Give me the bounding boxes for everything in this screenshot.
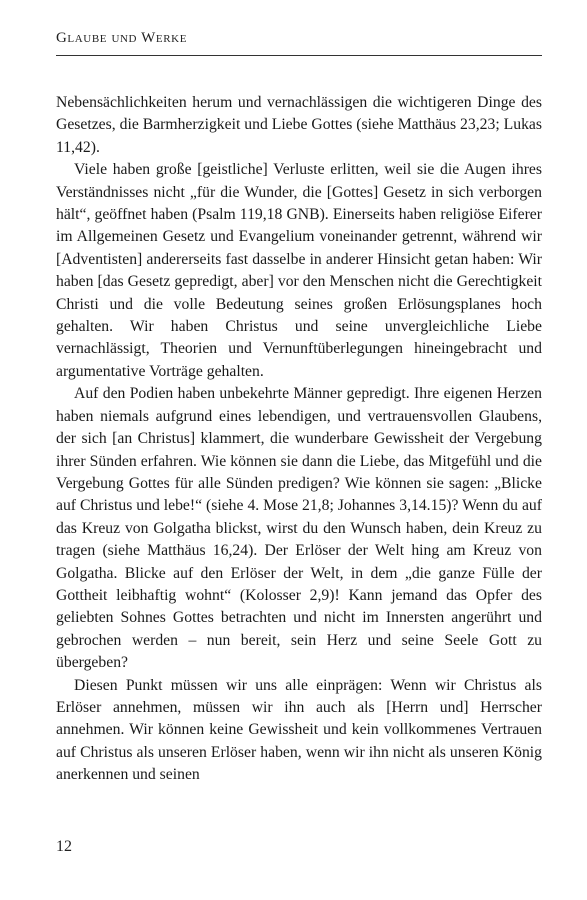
running-head: Glaube und Werke (56, 30, 188, 46)
body-text (56, 92, 542, 787)
paragraph-3: Auf den Podien haben unbekehrte Männer gepredigt. Ihre eigenen Herzen haben niemals aufgrund eines lebendigen, und vertrauensvollen Glaubens, der sich [an Christus] klammert, die wunderbare Gewissheit der Vergebung ihrer Sünden erfahren. Wie können sie dann die Liebe, das Mitgefühl und die Vergebung Gottes für alle Sünden predigen? Wie können sie sagen: „Blicke auf Christus und lebe!“ (siehe 4. Mose 21,8; Johannes 3,14.15)? Wenn du auf das Kreuz von Golgatha blickst, wirst du den Wunsch haben, dein Kreuz zu tragen (siehe Matthäus 16,24). Der Erlöser der Welt hing am Kreuz von Golgatha. Blicke auf den Erlöser der Welt, in dem „die ganze Fülle der Gottheit leibhaftig wohnt“ (Kolosser 2,9)! Kann jemand das Opfer des geliebten Sohnes Gottes betrachten und nicht im Innersten angerührt und gebrochen werden – nun bereit, sein Herz und seine Seele Gott zu übergeben? (56, 385, 542, 672)
header-rule (56, 55, 542, 56)
page-number: 12 (56, 838, 72, 855)
paragraph-1: Nebensächlichkeiten herum und vernachlässigen die wichtigeren Dinge des Gesetzes, die Barmherzigkeit und Liebe Gottes (siehe Matthäus 23,23; Lukas 11,42). (56, 94, 542, 156)
paragraph-4: Diesen Punkt müssen wir uns alle einprägen: Wenn wir Christus als Erlöser annehmen, müssen wir ihn auch als [Herrn und] Herrscher annehmen. Wir können keine Gewissheit und kein vollkommenes Vertrauen auf Christus als unseren Erlöser haben, wenn wir ihn nicht als unseren König anerkennen und seinen (56, 676, 542, 784)
paragraph-2: Viele haben große [geistliche] Verluste erlitten, weil sie die Augen ihres Verständnisses nicht „für die Wunder, die [Gottes] Gesetz in sich verborgen hält“, geöffnet haben (Psalm 119,18 GNB). Einerseits haben religiöse Eiferer im Allgemeinen Gesetz und Evangelium voneinander getrennt, während wir [Adventisten] andererseits fast dasselbe in anderer Hinsicht getan haben: Wir haben [das Gesetz gepredigt, aber] vor den Menschen nicht die Gerechtigkeit Christi und die volle Bedeutung seines großen Erlösungsplanes hoch gehalten. Wir haben Christus und seine unvergleichliche Liebe vernachlässigt, Theorien und Vernunftüberlegungen hineingebracht und argumentative Vorträge gehalten. (56, 161, 542, 380)
